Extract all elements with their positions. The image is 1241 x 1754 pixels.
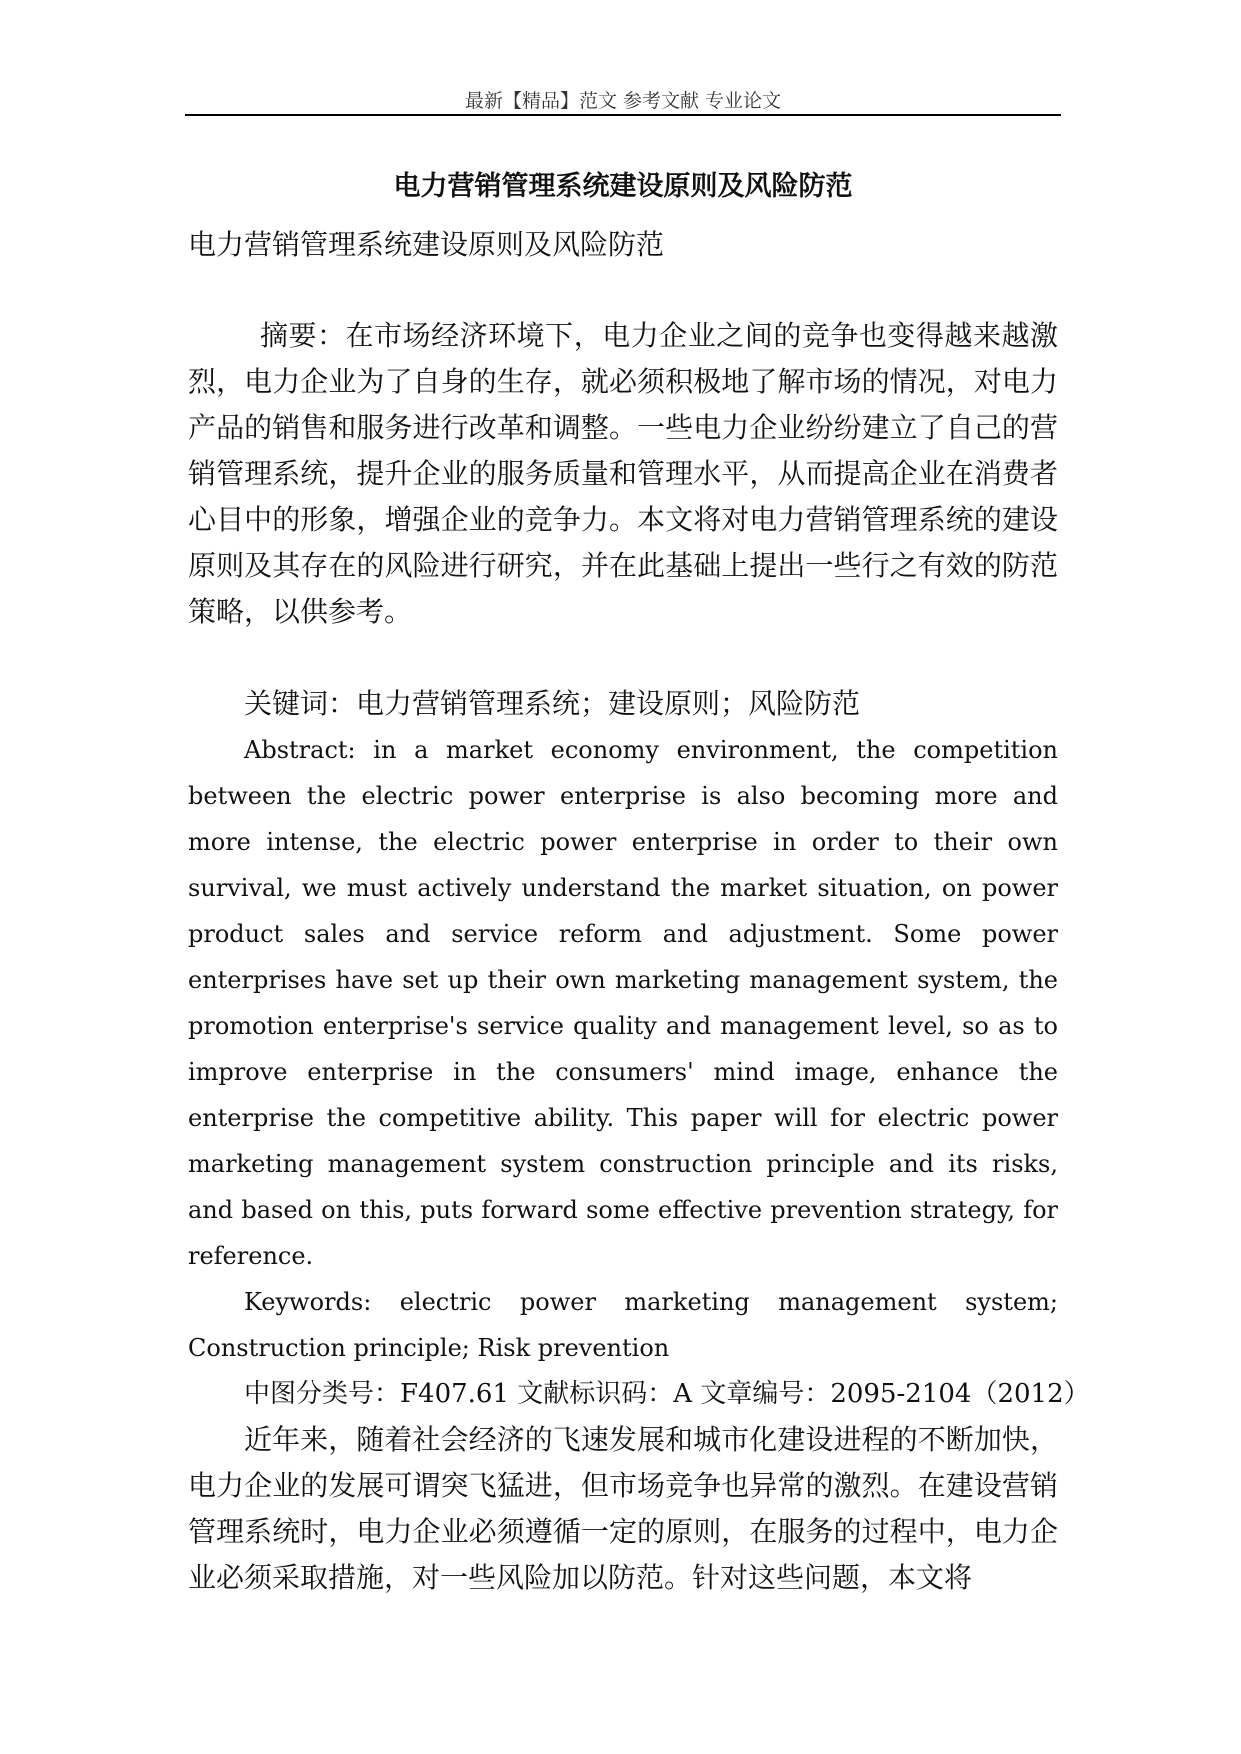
- document-subtitle: 电力营销管理系统建设原则及风险防范: [188, 228, 665, 261]
- document-title: 电力营销管理系统建设原则及风险防范: [393, 171, 853, 202]
- page-header: 最新【精品】范文 参考文献 专业论文: [464, 90, 782, 112]
- classification-line: 中图分类号：F407.61 文献标识码：A 文章编号：2095-2104（2012）: [244, 1379, 1090, 1409]
- keywords-chinese: 关键词：电力营销管理系统；建设原则；风险防范: [244, 687, 861, 720]
- header-divider: [185, 114, 1061, 116]
- intro-paragraph: 近年来，随着社会经济的飞速发展和城市化建设进程的不断加快，电力企业的发展可谓突飞猛进，但市场竞争也异常的激烈。在建设营销管理系统时，电力企业必须遵循一定的原则，在服务的过程中，电力企业必须采取措施，对一些风险加以防范。针对这些问题，本文将: [188, 1423, 1058, 1594]
- abstract-english: Abstract: in a market economy environment, the competition between the electric power enterprise is also becoming more and more intense, the electric power enterprise in order to their own survival, we must actively understand the market situation, on power product sales and service reform and adjustment. Some power enterprises have set up their own marketing management system, the promotion enterprise's service quality and management level, so as to improve enterprise in the consumers' mind image, enhance the enterprise the competitive ability. This paper will for electric power marketing management system construction principle and its risks, and based on this, puts forward some effective prevention strategy, for reference.: [188, 736, 1058, 1270]
- abstract-chinese: 摘要：在市场经济环境下，电力企业之间的竞争也变得越来越激烈，电力企业为了自身的生存，就必须积极地了解市场的情况，对电力产品的销售和服务进行改革和调整。一些电力企业纷纷建立了自己的营销管理系统，提升企业的服务质量和管理水平，从而提高企业在消费者心目中的形象，增强企业的竞争力。本文将对电力营销管理系统的建设原则及其存在的风险进行研究，并在此基础上提出一些行之有效的防范策略，以供参考。: [188, 319, 1058, 628]
- keywords-english: Keywords: electric power marketing management system; Construction principle; Risk prevention: [188, 1288, 1058, 1362]
